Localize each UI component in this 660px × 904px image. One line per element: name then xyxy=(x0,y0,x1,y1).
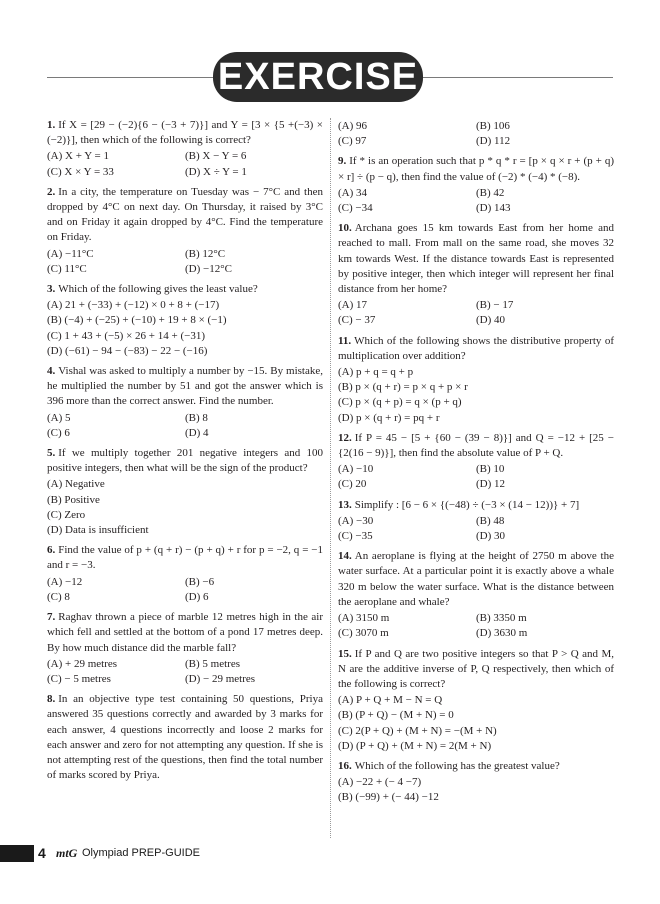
answer-option: (A) P + Q + M − N = Q xyxy=(338,694,443,707)
answer-option: (B) 48 xyxy=(476,514,505,527)
question-number: 4. xyxy=(47,365,56,378)
question-body: An aeroplane is flying at the height of 2750 m above the water surface. At a particular point it is exactly above a whale 320 m below the water surface. What is the distance between the aeroplane and whale? xyxy=(338,550,614,608)
question-number: 6. xyxy=(47,544,56,557)
question-text xyxy=(47,610,323,656)
question-text xyxy=(338,759,614,774)
question-number: 9. xyxy=(338,155,347,168)
answer-options xyxy=(338,365,614,426)
question-number: 3. xyxy=(47,283,56,296)
column-divider xyxy=(330,118,331,838)
answer-option: (C) 11°C xyxy=(47,262,87,275)
answer-options xyxy=(338,693,614,754)
answer-option: (A) −11°C xyxy=(47,247,94,260)
question-number: 1. xyxy=(47,119,56,131)
answer-option: (B) −6 xyxy=(185,575,215,588)
answer-options xyxy=(338,298,614,328)
question-body: If P = 45 − [5 + {60 − (39 − 8)}] and Q = −12 + [25 − {2(16 − 9)}], then find the absolute value of P + Q. xyxy=(338,431,614,460)
question-body: If we multiply together 201 negative integers and 100 positive integers, then what will be the sign of the product? xyxy=(47,447,323,475)
question-item xyxy=(338,431,614,493)
answer-option: (A) −30 xyxy=(338,514,374,527)
answer-option: (B) − 17 xyxy=(476,299,514,312)
answer-option: (B) X − Y = 6 xyxy=(185,150,247,163)
question-number: 2. xyxy=(47,185,56,198)
answer-option: (D) 112 xyxy=(476,135,511,148)
answer-option: (B) 10 xyxy=(476,463,505,476)
answer-option: (B) (−4) + (−25) + (−10) + 19 + 8 × (−1) xyxy=(47,314,227,327)
answer-option: (B) 8 xyxy=(185,411,208,424)
answer-option: (D) 3630 m xyxy=(476,627,528,640)
answer-options xyxy=(47,575,323,605)
answer-option: (A) 96 xyxy=(338,120,368,132)
question-body: Archana goes 15 km towards East from her home and reached to mall. From mall on the same road, she moves 32 km towards West. If the distance towards East is represented by positive integer, then which integer will represent her final distance from her home? xyxy=(338,222,614,296)
question-text xyxy=(47,543,323,573)
answer-option: (D) 6 xyxy=(185,590,209,603)
exercise-banner xyxy=(213,52,423,102)
answer-option: (C) −34 xyxy=(338,202,373,215)
question-body: If P and Q are two positive integers so that P > Q and M, N are the additive inverse of P, Q respectively, then which of the following is correct? xyxy=(338,647,614,690)
question-item xyxy=(338,549,614,641)
question-body: Find the value of p + (q + r) − (p + q) + r for p = −2, q = −1 and r = −3. xyxy=(47,544,323,572)
brand-logo: mtG xyxy=(56,846,78,860)
question-text xyxy=(338,549,614,610)
footer-bar xyxy=(0,845,34,862)
answer-option: (A) 3150 m xyxy=(338,612,390,625)
question-text xyxy=(338,431,614,461)
header-rule-left xyxy=(47,77,213,78)
answer-option: (C) 8 xyxy=(47,590,70,603)
answer-options xyxy=(338,775,614,805)
answer-option: (B) p × (q + r) = p × q + p × r xyxy=(338,381,468,394)
answer-options xyxy=(47,411,323,441)
question-text xyxy=(47,446,323,476)
question-body: Which of the following gives the least value? xyxy=(58,283,258,296)
answer-options xyxy=(338,462,614,492)
answer-option: (D) (−61) − 94 − (−83) − 22 − (−16) xyxy=(47,344,208,357)
answer-option: (D) 30 xyxy=(476,530,506,543)
question-body: Simplify : [6 − 6 × {(−48) ÷ (−3 × (14 − 12))} + 7] xyxy=(354,498,580,511)
left-column xyxy=(47,118,323,788)
answer-option: (D) −12°C xyxy=(185,262,232,275)
page-number: 4 xyxy=(38,845,46,861)
answer-option: (A) 5 xyxy=(47,411,71,424)
question-text xyxy=(47,185,323,246)
question-body: Raghav thrown a piece of marble 12 metres high in the air which fell and settled at the bottom of a pond 17 metres deep. By how much distance did the marble fall? xyxy=(47,611,323,654)
answer-option: (D) − 29 metres xyxy=(185,672,256,685)
question-body: Which of the following shows the distributive property of multiplication over addition? xyxy=(338,334,614,362)
answer-option: (C) p × (q + p) = q × (p + q) xyxy=(338,396,462,409)
question-body: In an objective type test containing 50 questions, Priya answered 35 questions correctly and awarded by 3 marks for each answer, 4 questions incorrectly and loose 2 marks for each answer and zero for not attempting any question. If she is not attempting rest of the questions, then find the total number of marks scored by Priya. xyxy=(47,693,323,782)
answer-option: (C) X × Y = 33 xyxy=(47,165,114,178)
answer-options xyxy=(47,657,323,687)
question-number: 12. xyxy=(338,431,352,444)
footer-title: Olympiad PREP-GUIDE xyxy=(82,847,200,859)
answer-option: (B) 106 xyxy=(476,120,510,132)
question-item xyxy=(47,364,323,441)
answer-option: (D) 143 xyxy=(476,202,511,215)
answer-option: (C) 20 xyxy=(338,478,367,491)
answer-option: (C) 1 + 43 + (−5) × 26 + 14 + (−31) xyxy=(47,329,205,342)
question-item xyxy=(47,185,323,277)
question-number: 16. xyxy=(338,759,352,772)
right-column xyxy=(338,118,614,811)
question-item xyxy=(338,221,614,328)
answer-option: (A) −12 xyxy=(47,575,83,588)
answer-option: (B) (−99) + (− 44) −12 xyxy=(338,791,439,804)
question-number: 10. xyxy=(338,222,352,235)
question-text xyxy=(47,364,323,410)
answer-option: (B) Positive xyxy=(47,493,100,506)
answer-option: (D) 40 xyxy=(476,314,506,327)
answer-option: (D) Data is insufficient xyxy=(47,524,149,537)
answer-option: (A) 34 xyxy=(338,186,368,199)
question-text xyxy=(338,647,614,693)
answer-option: (C) − 5 metres xyxy=(47,672,111,685)
answer-options xyxy=(338,119,614,149)
answer-option: (C) 3070 m xyxy=(338,627,389,640)
question-number: 15. xyxy=(338,647,352,660)
question-item xyxy=(338,647,614,754)
question-text xyxy=(338,334,614,364)
answer-option: (B) (P + Q) − (M + N) = 0 xyxy=(338,709,454,722)
answer-option: (A) 17 xyxy=(338,299,368,312)
question-number: 8. xyxy=(47,693,56,706)
answer-option: (D) 4 xyxy=(185,426,209,439)
answer-option: (A) + 29 metres xyxy=(47,657,118,670)
question-item xyxy=(47,282,323,359)
answer-option: (A) 21 + (−33) + (−12) × 0 + 8 + (−17) xyxy=(47,299,220,312)
answer-option: (A) p + q = q + p xyxy=(338,366,414,379)
question-item xyxy=(338,334,614,426)
question-item xyxy=(47,610,323,687)
answer-option: (C) − 37 xyxy=(338,314,376,327)
question-text xyxy=(338,154,614,184)
question-text xyxy=(47,692,323,783)
question-body: If * is an operation such that p * q * r = [p × q × r + (p + q) × r] ÷ (p − q), then find the value of (−2) * (−4) * (−8). xyxy=(338,155,614,183)
question-text xyxy=(47,118,323,148)
answer-option: (C) −35 xyxy=(338,530,373,543)
answer-option: (C) 97 xyxy=(338,135,367,148)
answer-option: (A) Negative xyxy=(47,478,105,491)
question-number: 5. xyxy=(47,447,56,460)
question-item xyxy=(47,446,323,538)
question-number: 13. xyxy=(338,498,352,511)
answer-option: (C) 6 xyxy=(47,426,70,439)
answer-option: (C) 2(P + Q) + (M + N) = −(M + N) xyxy=(338,724,497,737)
answer-option: (D) (P + Q) + (M + N) = 2(M + N) xyxy=(338,739,492,752)
answer-options xyxy=(47,477,323,538)
answer-options xyxy=(47,149,323,179)
question-body: In a city, the temperature on Tuesday was − 7°C and then dropped by 4°C on next day. On Thursday, it raised by 3°C and on Friday it again dropped by 4°C. Find the temperature on Friday. xyxy=(47,185,323,244)
answer-option: (B) 3350 m xyxy=(476,612,527,625)
question-item xyxy=(338,759,614,806)
answer-options xyxy=(338,514,614,544)
question-item xyxy=(338,154,614,216)
answer-options xyxy=(338,186,614,216)
answer-option: (C) Zero xyxy=(47,508,86,521)
answer-option: (D) X ÷ Y = 1 xyxy=(185,165,247,178)
page-title: EXERCISE xyxy=(217,55,419,98)
answer-options xyxy=(47,298,323,359)
question-item xyxy=(338,498,614,545)
answer-option: (A) X + Y = 1 xyxy=(47,150,109,163)
answer-option: (D) p × (q + r) = pq + r xyxy=(338,411,440,424)
question-body: If X = [29 − (−2){6 − (−3 + 7)}] and Y = [3 × {5 +(−3) × (−2)}], then which of the following is correct? xyxy=(47,119,323,147)
question-body: Which of the following has the greatest value? xyxy=(354,759,560,772)
answer-option: (B) 42 xyxy=(476,186,505,199)
answer-options xyxy=(338,611,614,641)
question-number: 11. xyxy=(338,334,352,347)
question-item xyxy=(338,119,614,149)
answer-option: (B) 5 metres xyxy=(185,657,240,670)
answer-option: (A) −22 + (− 4 −7) xyxy=(338,776,422,789)
answer-option: (A) −10 xyxy=(338,463,374,476)
question-number: 14. xyxy=(338,550,352,563)
question-number: 7. xyxy=(47,611,56,624)
question-item xyxy=(47,118,323,180)
answer-option: (D) 12 xyxy=(476,478,506,491)
question-body: Vishal was asked to multiply a number by −15. By mistake, he multiplied the number by 51 and got the answer which is 396 more than the correct answer. Find the number. xyxy=(47,365,323,408)
answer-option: (B) 12°C xyxy=(185,247,226,260)
header-rule-right xyxy=(423,77,613,78)
question-text xyxy=(338,221,614,297)
question-text xyxy=(338,498,614,513)
question-item xyxy=(47,543,323,605)
answer-options xyxy=(47,247,323,277)
question-text xyxy=(47,282,323,297)
question-item xyxy=(47,692,323,783)
